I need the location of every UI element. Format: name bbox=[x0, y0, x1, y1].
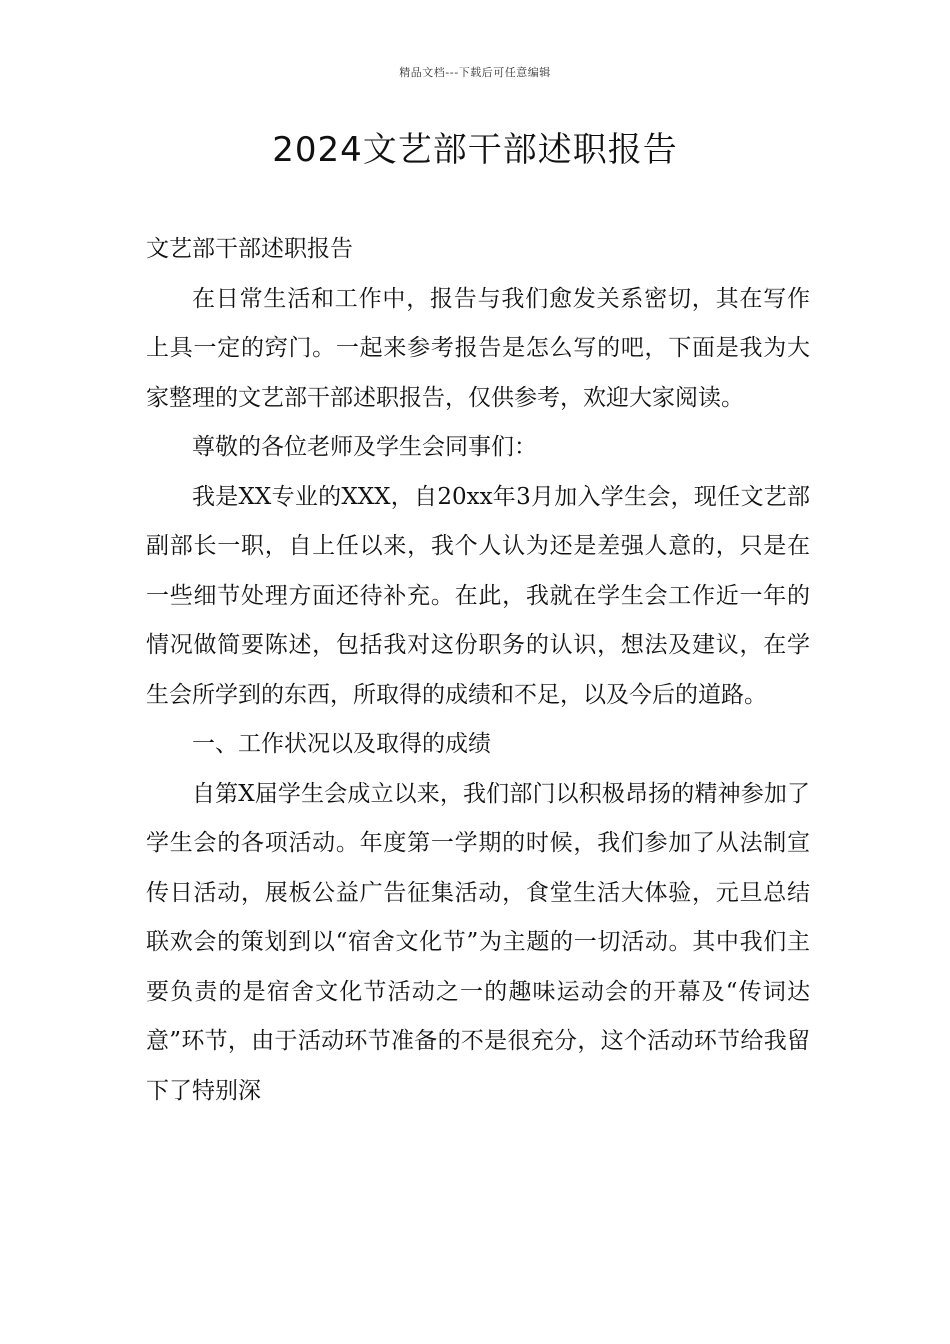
document-body bbox=[146, 225, 810, 1116]
subtitle-line: 文艺部干部述职报告 bbox=[146, 236, 353, 262]
document-title: 2024文艺部干部述职报告 bbox=[272, 130, 678, 170]
section-heading: 一、工作状况以及取得的成绩 bbox=[192, 731, 491, 757]
salutation-paragraph: 尊敬的各位老师及学生会同事们： bbox=[192, 434, 537, 460]
work-status-paragraph: 自第X届学生会成立以来，我们部门以积极昂扬的精神参加了学生会的各项活动。年度第一学期的时候，我们参加了从法制宣传日活动，展板公益广告征集活动，食堂生活大体验，元旦总结联欢会的策划到以“宿舍文化节”为主题的一切活动。其中我们主要负责的是宿舍文化节活动之一的趣味运动会的开幕及“传词达意”环节，由于活动环节准备的不是很充分，这个活动环节给我留下了特别深 bbox=[146, 780, 810, 1104]
intro-paragraph: 在日常生活和工作中，报告与我们愈发关系密切，其在写作上具一定的窍门。一起来参考报告是怎么写的吧，下面是我为大家整理的文艺部干部述职报告，仅供参考，欢迎大家阅读。 bbox=[146, 285, 810, 411]
self-intro-paragraph: 我是XX专业的XXX，自20xx年3月加入学生会，现任文艺部副部长一职，自上任以来，我个人认为还是差强人意的，只是在一些细节处理方面还待补充。在此，我就在学生会工作近一年的情况做简要陈述，包括我对这份职务的认识，想法及建议，在学生会所学到的东西，所取得的成绩和不足，以及今后的道路。 bbox=[146, 483, 810, 708]
header-note: 精品文档---下载后可任意编辑 bbox=[399, 66, 551, 79]
